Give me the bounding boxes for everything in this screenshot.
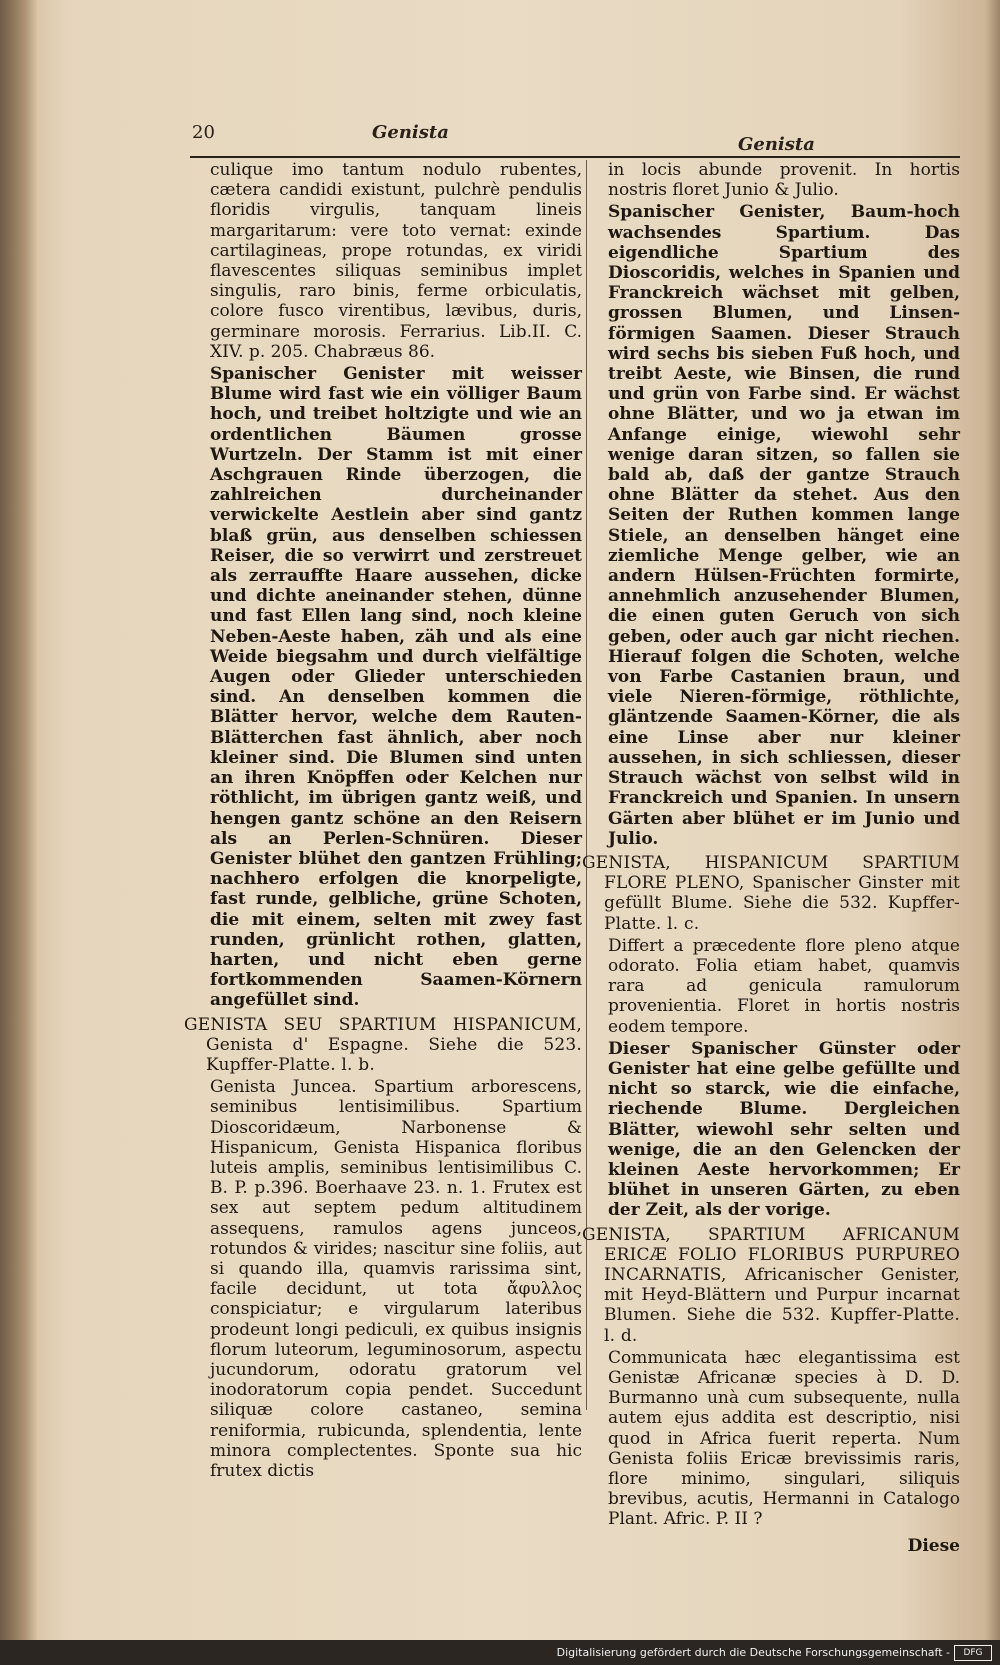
page-number: 20: [192, 122, 215, 143]
latin-description: in locis abunde provenit. In hortis nostris floret Junio & Julio.: [608, 160, 960, 201]
left-column: [184, 160, 582, 1481]
lemma-entry: GENISTA, HISPANICUM SPARTIUM FLORE PLENO, Spanischer Ginster mit gefüllt Blume. Siehe die 532. Kupffer-Platte. l. c.: [582, 852, 960, 934]
funding-note: Digitalisierung gefördert durch die Deutsche Forschungsgemeinschaft -: [556, 1646, 950, 1659]
latin-description: culique imo tantum nodulo rubentes, cætera candidi existunt, pulchrè pendulis floridis virgulis, tanquam lineis margaritarum: vere toto vernat: exinde cartilagineas, prope rotundas, ex viridi flavescentes siliquas seminibus implet singulis, raro binis, ferme orbiculatis, colore fusco virentibus, lævibus, duris, germinare morosis. Ferrarius. Lib.II. C. XIV. p. 205. Chabræus 86.: [210, 160, 582, 362]
latin-description: Genista Juncea. Spartium arborescens, seminibus lentisimilibus. Spartium Dioscoridæum, Narbonense & Hispanicum, Genista Hispanica floribus luteis amplis, seminibus lentisimilibus C. B. P. p.396. Boerhaave 23. n. 1. Frutex est sex aut septem pedum altitudinem assequens, ramulos agens junceos, rotundos & virides; nascitur sine foliis, aut si quando illa, quamvis rarissima sint, facile decidunt, ut tota ἄφυλλος conspiciatur; e virgularum lateribus prodeunt longi pediculi, ex quibus insignis florum luteorum, leguminosorum, aspectu jucundorum, odoratu gratorum vel inodoratorum copia pendet. Succedunt siliquæ colore castaneo, semina reniformia, rubicunda, splendentia, lente minora complectentes. Sponte sua hic frutex dictis: [210, 1077, 582, 1481]
german-description: Dieser Spanischer Günster oder Genister hat eine gelbe gefüllte und nicht so starck, wie die einfache, riechende Blume. Dergleichen Blätter, wiewohl sehr selten und wenige, die an den Gelencken der kleinen Aeste hervorkommen; Er blühet in unseren Gärten, zu eben der Zeit, als der vorige.: [608, 1038, 960, 1221]
german-description: Spanischer Genister, Baum-hoch wachsendes Spartium. Das eigendliche Spartium des Dioscoridis, welches in Spanien und Franckreich wächset mit gelben, grossen Blumen, und Linsen-förmigen Saamen. Dieser Strauch wird sechs bis sieben Fuß hoch, und treibt Aeste, wie Binsen, die rund und grün von Farbe sind. Er wächst ohne Blätter, und wo ja etwan im Anfange einige, wiewohl sehr wenige daran sitzen, so fallen sie bald ab, daß der gantze Strauch ohne Blätter da stehet. Aus den Seiten der Ruthen kommen lange Stiele, an denselben hänget eine ziemliche Menge gelber, wie an andern Hülsen-Früchten formirte, annehmlich anzusehender Blumen, die einen guten Geruch von sich geben, oder auch gar nicht riechen. Hierauf folgen die Schoten, welche von Farbe Castanien braun, und viele Nieren-förmige, röthlichte, gläntzende Saamen-Körner, die als eine Linse aber nur kleiner aussehen, in sich schliessen, dieser Strauch wächst von selbst wild in Franckreich und Spanien. In unsern Gärten aber blühet er im Junio und Julio.: [608, 202, 960, 849]
running-head-left: Genista: [372, 122, 449, 143]
lemma-entry: GENISTA, SPARTIUM AFRICANUM ERICÆ FOLIO FLORIBUS PURPUREO INCARNATIS, Africanischer Genister, mit Heyd-Blättern und Purpur incarnat Blumen. Siehe die 532. Kupffer-Platte. l. d.: [582, 1224, 960, 1346]
binding-shadow: [0, 0, 38, 1640]
german-description: Spanischer Genister mit weisser Blume wird fast wie ein völliger Baum hoch, und treibet holtzigte und wie an ordentlichen Bäumen grosse Wurtzeln. Der Stamm ist mit einer Aschgrauen Rinde überzogen, die zahlreichen durcheinander verwickelte Aestlein aber sind gantz blaß grün, aus denselben schiessen Reiser, die so verwirrt und zerstreuet als zerrauffte Haare aussehen, dicke und dichte aneinander stehen, dünne und fast Ellen lang sind, noch kleine Neben-Aeste haben, zäh und als eine Weide biegsahm und durch vielfältige Augen oder Glieder unterschieden sind. An denselben kommen die Blätter hervor, welche dem Rauten-Blätterchen fast ähnlich, aber noch kleiner sind. Die Blumen sind unten an ihren Knöpffen oder Kelchen nur röthlicht, im übrigen gantz weiß, und hengen gantz schöne an den Reisern als an Perlen-Schnüren. Dieser Genister blühet den gantzen Frühling; nachhero erfolgen die knorpeligte, fast runde, gelbliche, grüne Schoten, die mit einem, selten mit zwey fast runden, grünlicht rothen, glatten, harten, und nicht eben gerne fortkommenden Saamen-Körnern angefüllet sind.: [210, 364, 582, 1011]
catchword: Diese: [907, 1535, 960, 1556]
right-column: [582, 160, 960, 1556]
lemma-entry: GENISTA SEU SPARTIUM HISPANICUM, Genista d' Espagne. Siehe die 523. Kupffer-Platte. l. b.: [184, 1014, 582, 1075]
latin-description: Communicata hæc elegantissima est Genistæ Africanæ species à D. D. Burmanno unà cum subsequente, nulla autem ejus addita est descriptio, nisi quod in Africa fuerit reperta. Num Genista foliis Ericæ brevissimis raris, flore minimo, singulari, siliquis brevibus, acutis, Hermanni in Catalogo Plant. Afric. P. II ?: [608, 1347, 960, 1530]
running-head-right: Genista: [738, 134, 815, 155]
dfg-logo: DFG: [954, 1645, 992, 1661]
header-rule: [190, 156, 960, 158]
latin-description: Differt a præcedente flore pleno atque odorato. Folia etiam habet, quamvis rara ad genicula ramulorum provenientia. Floret in hortis nostris eodem tempore.: [608, 935, 960, 1037]
